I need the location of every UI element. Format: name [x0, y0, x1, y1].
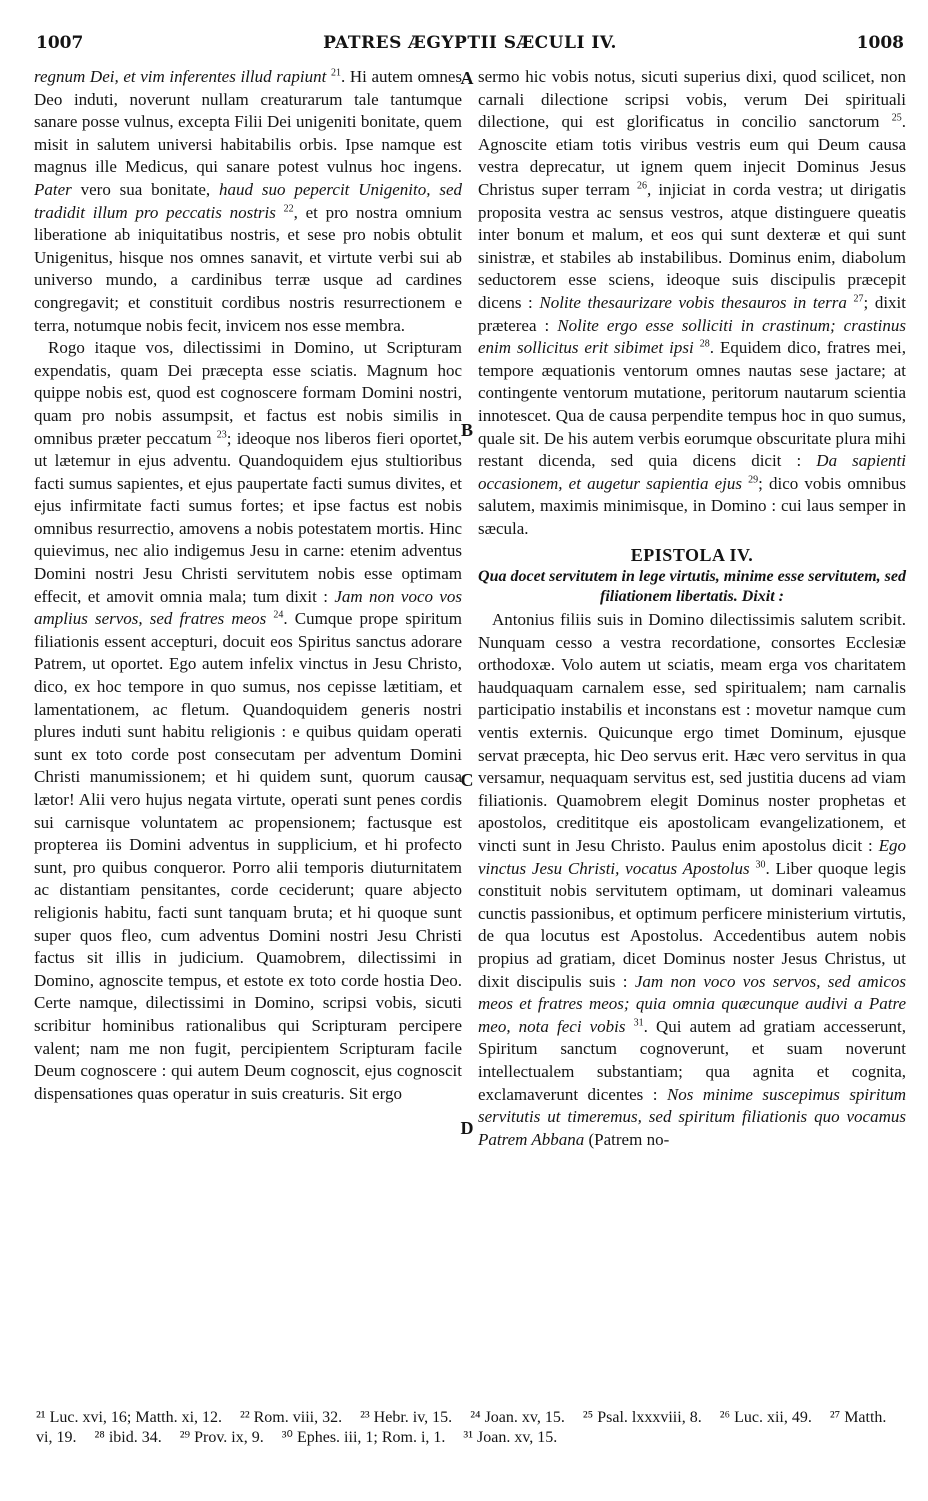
- body-text: . Qui autem ad gratiam accesserunt, Spiritum sanctum cognoverunt, et suam noverunt intellectualem substantiam; qua agnita et cognita, exclamaverunt dicentes :: [478, 1016, 906, 1104]
- margin-marker-d: D: [460, 1118, 474, 1138]
- footnote-ref: 21: [330, 67, 341, 79]
- footnote: ³⁰ Ephes. iii, 1; Rom. i, 1.: [281, 1429, 446, 1446]
- italic-text: Pater: [34, 179, 72, 199]
- italic-text: Da sapienti occasionem, et augetur sapientia ejus: [478, 451, 906, 493]
- body-text: ; ideoque nos liberos fieri oportet, ut lætemur in ejus adventu. Quandoquidem ejus stultioribus facti sumus sapientes, et ejus paupertate facti sumus divites, et ejus infirmitate facti sumus fortes; et ipse factus est nobis omnibus resurrectio, amovens a nobis potestatem mortis. Hinc quievimus, nec alio indigemus Jesu in carne: etenim adventus Domini nostri Jesu Christi servitutem nobis esse optimam effecit, et amovit omnia mala; tum dixit :: [34, 428, 463, 606]
- running-title: PATRES ÆGYPTII SÆCULI IV.: [323, 33, 617, 53]
- footnote-ref: 31: [633, 1017, 644, 1029]
- footnotes: [36, 1408, 902, 1448]
- footnote: ²⁷ Matth. vi, 19.: [36, 1409, 887, 1446]
- italic-text: Nolite ergo esse solliciti in crastinum; crastinus enim sollicitus erit sibimet ipsi: [478, 315, 906, 358]
- paragraph: [478, 609, 906, 1151]
- left-column: [34, 66, 462, 1396]
- footnote-ref: 25: [891, 112, 902, 124]
- italic-text: Ego vinctus Jesu Christi, vocatus Apostolus: [478, 836, 906, 878]
- footnote-ref: 24: [273, 609, 284, 621]
- body-text: ; dico vobis omnibus salutem, maximis minimisque, in Domino : cui laus semper in sæcula.: [478, 473, 906, 538]
- body-text: (Patrem no-: [584, 1129, 670, 1149]
- footnote: ²¹ Luc. xvi, 16; Matth. xi, 12.: [36, 1409, 223, 1426]
- footnote-ref: 26: [637, 180, 648, 192]
- body-text: . Hi autem omnes Deo induti, noverunt nullam creaturarum tale tantumque sanare posse vulnus, excepta Filii Dei unigeniti bonitate, quem misit in salutem universi habitabilis orbis. Ipse namque est magnus ille Medicus, qui sanare potest vulnus hoc ingens.: [34, 67, 463, 177]
- page-number-right: 1008: [856, 33, 904, 53]
- footnote-ref: 27: [853, 293, 864, 305]
- footnote-ref: 29: [748, 474, 759, 486]
- body-text: . Agnoscite etiam totis viribus vestris eum qui Deum causa vestra deprecatur, ut ignem quem injecit Dominus Jesus Christus super terram: [478, 112, 906, 199]
- footnote: ²³ Hebr. iv, 15.: [360, 1409, 453, 1426]
- body-text: , injiciat in corda vestra; ut dirigatis proposita vestra ac sensus vestros, atque distinguere queatis inter bonum et malum, et eos qui sunt dexteræ et qui sunt sinistræ, et stabiles ab instabilibus. Dominus enim, diabolum seductorem esse sciens, ideoque suis discipulis præcepit dicens :: [478, 179, 907, 312]
- footnote-ref: 22: [283, 202, 294, 214]
- footnote: ²⁶ Luc. xii, 49.: [719, 1409, 812, 1426]
- body-text: Rogo itaque vos, dilectissimi in Domino, ut Scripturam expendatis, quam Dei præcepta esse sciatis. Magnum hoc quippe nobis est, quod est cognoscere formam Domini nostri, quam pro nobis assumpsit, et factus est nobis similis in omnibus præter peccatum: [34, 338, 462, 448]
- body-text: , et pro nostra omnium liberatione ab iniquitatibus nostris, et sese pro nobis obtulit Unigenitus, hisque nos omnes sanavit, et virtute verbi sui ab universo mundo, a cardinibus terræ usque ad cardines congregavit; et constituit cordibus nostris resurrectionem e terra, notumque nobis fecit, invicem nos esse membra.: [34, 202, 462, 335]
- margin-marker-a: A: [460, 68, 474, 88]
- italic-text: Jam non voco vos servos, sed amicos meos et fratres meos; quia omnia quæcunque audivi a Patre meo, nota feci vobis: [478, 971, 906, 1036]
- section-heading: EPISTOLA IV.: [630, 545, 754, 566]
- right-column: [478, 66, 906, 1396]
- body-text: . Cumque prope spiritum filiationis essent accepturi, docuit eos Spiritus sanctus adorare Patrem, ut oportet. Ego autem infelix vinctus in Jesu Christo, dico, ex hoc tempore in quo sumus, nos cepisse lætitiam, et lamentationem, ac fletum. Quandoquidem generis nostri plures induti sunt habitu religionis : e quibus quidam operati sunt ex toto corde post consecutam per adventum Domini Christi manumissionem; et hi quidem sunt, quorum causa lætor! Alii vero hujus negata virtute, operati sunt penes cordis sui carnisque voluntatem ac propensionem; factusque est propterea iis Domini adventus in supplicium, et hi profecto sunt, pro quibus conqueror. Porro alii temporis diuturnitatem ac distantiam pensitantes, corde ceciderunt; quare abjecto religionis habitu, facti sunt tanquam bruta; et hi quoque sunt super quos fleo, cum adventus Domini nostri Jesu Christi factus sit illis in judicium. Quamobrem, dilectissimi in Domino, agnoscite tempus, et estote ex toto corde hostia Deo. Certe namque, dilectissimi in Domino, scripsi vobis, sicuti scribitur hominibus rationalibus qui Scripturam percipere valent; nam me non fugit, percipientem Scripturam facile Deum cognoscere : qui autem Deum cognoscit, ejus cognoscit dispensationes quas operatur in suis creaturis. Sit ergo: [34, 609, 463, 1103]
- running-header: [36, 33, 904, 59]
- margin-marker-b: B: [460, 420, 473, 440]
- italic-text: Nos minime suscepimus spiritum servitutis ut timeremus, sed spiritum filiationis quo vocamus Patrem Abbana: [478, 1084, 906, 1149]
- section-subheading: Qua docet servitutem in lege virtutis, minime esse servitutem, sed filiationem libertatis. Dixit :: [478, 568, 906, 606]
- paragraph: [478, 66, 906, 540]
- footnote: ²⁸ ibid. 34.: [94, 1429, 162, 1446]
- footnote-ref: 28: [699, 338, 710, 350]
- body-text: ; dixit præterea :: [478, 292, 906, 335]
- italic-text: Jam non voco vos amplius servos, sed fratres meos: [34, 586, 463, 629]
- italic-text: haud suo pepercit Unigenito, sed tradidit illum pro peccatis nostris: [34, 179, 462, 222]
- footnote: ²⁹ Prov. ix, 9.: [179, 1429, 264, 1446]
- footnote: ²⁵ Psal. lxxxviii, 8.: [582, 1409, 702, 1426]
- body-text: sermo hic vobis notus, sicuti superius dixi, quod scilicet, non carnali dilectione scripsi vobis, verum Dei spirituali dilectione, qui est glorificatus in concilio sanctorum: [478, 67, 906, 132]
- paragraph: [34, 66, 462, 337]
- italic-text: Nolite thesaurizare vobis thesauros in terra: [539, 292, 847, 312]
- page-number-left: 1007: [36, 33, 84, 53]
- italic-text: regnum Dei, et vim inferentes illud rapiunt: [34, 67, 327, 86]
- body-text: vero sua bonitate,: [71, 179, 220, 199]
- paragraph: [34, 337, 462, 1105]
- margin-marker-c: C: [460, 770, 474, 790]
- footnote: ²² Rom. viii, 32.: [240, 1409, 343, 1426]
- footnote: ²⁴ Joan. xv, 15.: [470, 1409, 565, 1426]
- body-text: . Equidem dico, fratres mei, tempore æquationis ventorum omnes nautas sese jactare; at contingente ventorum mutatione, peritorum nautarum scientia innotescet. Qua de causa perpendite tempus hoc in quo sumus, quale sit. De his autem verbis eorumque obscuritate plura mihi restant dicenda, sed quia dicens dicit :: [478, 338, 906, 471]
- footnote-ref: 23: [216, 428, 227, 440]
- body-text: Antonius filiis suis in Domino dilectissimis salutem scribit. Nunquam cesso a vestra recordatione, consortes Ecclesiæ orthodoxæ. Volo autem ut sciatis, meam erga vos charitatem haudquaquam carnalem esse, sed spiritualem; nam carnalis participatio instabilis et inconstans est : movetur namque cum ventis externis. Quicunque ergo timet Dominum, ejusque servat præcepta, hic Deo servus erit. Hæc vero servitus in qua versamur, nequaquam servitus est, sed justitia ducens ad viam filiationis. Quamobrem elegit Dominus noster prophetas et apostolos, credititque eis apostolicam evangelizationem, et vincti sunt in Jesu Christo. Paulus enim apostolus dicit :: [478, 610, 906, 855]
- body-text: . Liber quoque legis constituit nobis servitutem optimam, ut dominari valeamus cunctis passionibus, et optimum perficere ministerium virtutis, de qua locutus est Apostolus. Accedentibus autem nobis propius ad gratiam, dicet Dominus noster Jesus Christus, ut dixit discipulis suis :: [478, 858, 906, 991]
- footnote: ³¹ Joan. xv, 15.: [463, 1429, 558, 1446]
- footnote-ref: 30: [755, 858, 766, 870]
